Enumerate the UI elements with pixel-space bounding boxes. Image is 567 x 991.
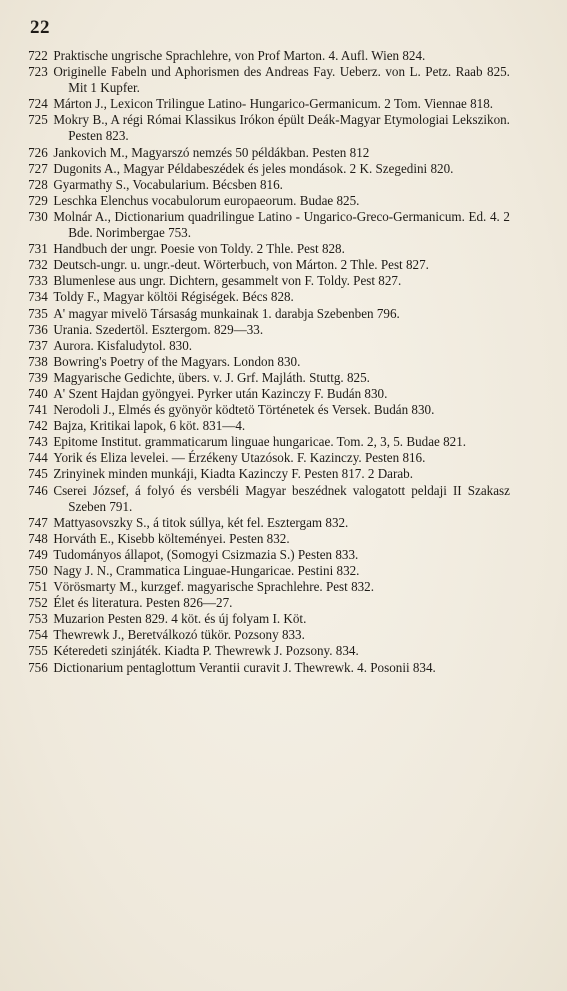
entry-number: 750 [28,563,48,579]
catalog-entry [18,483,510,515]
entry-number: 731 [28,241,48,258]
entry-text: Leschka Elenchus vocabulorum europaeorum. Budae 825. [53,192,360,209]
entry-text: Yorik és Eliza levelei. — Érzékeny Utazósok. F. Kazinczy. Pesten 816. [53,450,426,467]
entry-text: Élet és literatura. Pesten 826—27. [53,595,233,612]
entry-number: 724 [28,96,48,113]
catalog-entry [18,289,510,305]
entry-number: 738 [28,353,48,370]
catalog-entry [18,322,510,338]
entry-number: 732 [28,257,48,274]
entry-text: Tudományos állapot, (Somogyi Csizmazia S.) Pesten 833. [53,546,359,563]
entry-text: Toldy F., Magyar költöi Régiségek. Bécs 828. [53,289,294,306]
entry-number: 754 [28,627,48,644]
entry-number: 725 [28,112,48,129]
entry-text: Zrinyinek minden munkáji, Kiadta Kazinczy F. Pesten 817. 2 Darab. [53,466,414,483]
entry-text: Muzarion Pesten 829. 4 köt. és új folyam I. Köt. [53,611,307,628]
entry-text: Praktische ungrische Sprachlehre, von Prof Marton. 4. Aufl. Wien 824. [53,48,426,64]
catalog-entry [18,354,510,370]
entry-number: 752 [28,595,48,612]
entry-number: 740 [28,385,48,402]
catalog-entry [18,209,510,241]
entry-text: Dugonits A., Magyar Példabeszédek és jeles mondások. 2 K. Szegedini 820. [53,160,454,177]
catalog-entry [18,643,510,659]
entry-number: 728 [28,176,48,193]
entry-text: Bowring's Poetry of the Magyars. London 830. [53,353,301,370]
catalog-entry [18,193,510,209]
entry-text: Blumenlese aus ungr. Dichtern, gesammelt von F. Toldy. Pest 827. [53,273,402,290]
entry-text: Mokry B., A régi Római Klassikus Irókon épült Deák-Magyar Etymologiai Lekszikon. Pesten 823. [53,112,510,145]
entry-text: Vörösmarty M., kurzgef. magyarische Sprachlehre. Pest 832. [53,579,375,596]
entry-text: A' Szent Hajdan gyöngyei. Pyrker után Kazinczy F. Budán 830. [53,385,388,402]
catalog-entry [18,386,510,402]
catalog-entry [18,177,510,193]
catalog-entry [18,466,510,482]
entry-number: 745 [28,466,48,483]
entry-number: 730 [28,208,48,225]
catalog-entry-list [18,48,510,676]
entry-number: 746 [28,482,48,499]
entry-text: Cserei József, á folyó és versbéli Magyar beszédnek valogatott peldaji II Szakasz Szeben 791. [53,482,510,515]
entry-text: Jankovich M., Magyarszó nemzés 50 példákban. Pesten 812 [53,144,370,161]
catalog-entry [18,96,510,112]
entry-number: 751 [28,579,48,596]
entry-number: 736 [28,321,48,338]
entry-number: 727 [28,160,48,177]
catalog-entry [18,64,510,96]
entry-number: 741 [28,402,48,419]
entry-number: 755 [28,643,48,660]
catalog-entry [18,595,510,611]
catalog-entry [18,338,510,354]
entry-text: Dictionarium pentaglottum Verantii curavit J. Thewrewk. 4. Posonii 834. [53,659,436,676]
entry-number: 742 [28,418,48,435]
entry-number: 744 [28,450,48,467]
entry-number: 749 [28,546,48,563]
entry-text: Horváth E., Kisebb költeményei. Pesten 832. [53,530,290,547]
catalog-entry [18,257,510,273]
entry-text: Handbuch der ungr. Poesie von Toldy. 2 Thle. Pest 828. [53,241,345,258]
entry-number: 723 [28,64,48,81]
entry-text: Urania. Szedertöl. Esztergom. 829—33. [53,321,264,338]
entry-text: Nerodoli J., Elmés és gyönyör ködtetö Történetek és Versek. Budán 830. [53,402,435,419]
catalog-entry [18,627,510,643]
catalog-entry [18,450,510,466]
entry-number: 753 [28,611,48,628]
entry-number: 743 [28,434,48,451]
entry-number: 722 [28,48,48,64]
entry-text: Molnár A., Dictionarium quadrilingue Latino - Ungarico-Greco-Germanicum. Ed. 4. 2 Bde. Norimbergae 753. [53,208,510,242]
entry-number: 729 [28,192,48,209]
catalog-entry [18,145,510,161]
catalog-entry [18,48,510,64]
entry-text: Originelle Fabeln und Aphorismen des Andreas Fay. Ueberz. von L. Petz. Raab 825. Mit 1 Kupfer. [53,64,510,97]
catalog-entry [18,418,510,434]
catalog-entry [18,547,510,563]
catalog-entry [18,611,510,627]
catalog-entry [18,434,510,450]
entry-text: Thewrewk J., Beretválkozó tükör. Pozsony 833. [53,627,305,644]
catalog-entry [18,273,510,289]
entry-text: Aurora. Kisfaludytol. 830. [53,337,193,354]
catalog-entry [18,515,510,531]
entry-number: 748 [28,530,48,547]
entry-text: Bajza, Kritikai lapok, 6 köt. 831—4. [53,418,246,435]
entry-number: 735 [28,305,48,322]
entry-text: A' magyar mivelö Társaság munkainak 1. darabja Szebenben 796. [53,305,400,322]
entry-number: 734 [28,289,48,306]
catalog-entry [18,370,510,386]
catalog-entry [18,402,510,418]
entry-text: Márton J., Lexicon Trilingue Latino- Hungarico-Germanicum. 2 Tom. Viennae 818. [53,96,494,113]
entry-number: 726 [28,144,48,161]
entry-text: Nagy J. N., Crammatica Linguae-Hungaricae. Pestini 832. [53,563,360,579]
entry-number: 733 [28,273,48,290]
catalog-entry [18,579,510,595]
entry-text: Kéteredeti szinjáték. Kiadta P. Thewrewk J. Pozsony. 834. [53,643,359,660]
page-number: 22 [30,17,50,38]
catalog-entry [18,563,510,579]
catalog-entry [18,112,510,144]
entry-text: Mattyasovszky S., á titok súllya, két fel. Esztergam 832. [53,514,349,531]
entry-text: Magyarische Gedichte, übers. v. J. Grf. Majláth. Stuttg. 825. [53,369,370,386]
catalog-entry [18,660,510,676]
catalog-entry [18,306,510,322]
catalog-entry [18,161,510,177]
entry-text: Gyarmathy S., Vocabularium. Bécsben 816. [53,176,283,193]
catalog-entry [18,531,510,547]
catalog-entry [18,241,510,257]
entry-number: 737 [28,337,48,354]
entry-number: 756 [28,659,48,676]
entry-number: 739 [28,369,48,386]
entry-number: 747 [28,514,48,531]
entry-text: Deutsch-ungr. u. ungr.-deut. Wörterbuch, von Márton. 2 Thle. Pest 827. [53,257,429,274]
entry-text: Epitome Institut. grammaticarum linguae hungaricae. Tom. 2, 3, 5. Budae 821. [53,434,467,451]
